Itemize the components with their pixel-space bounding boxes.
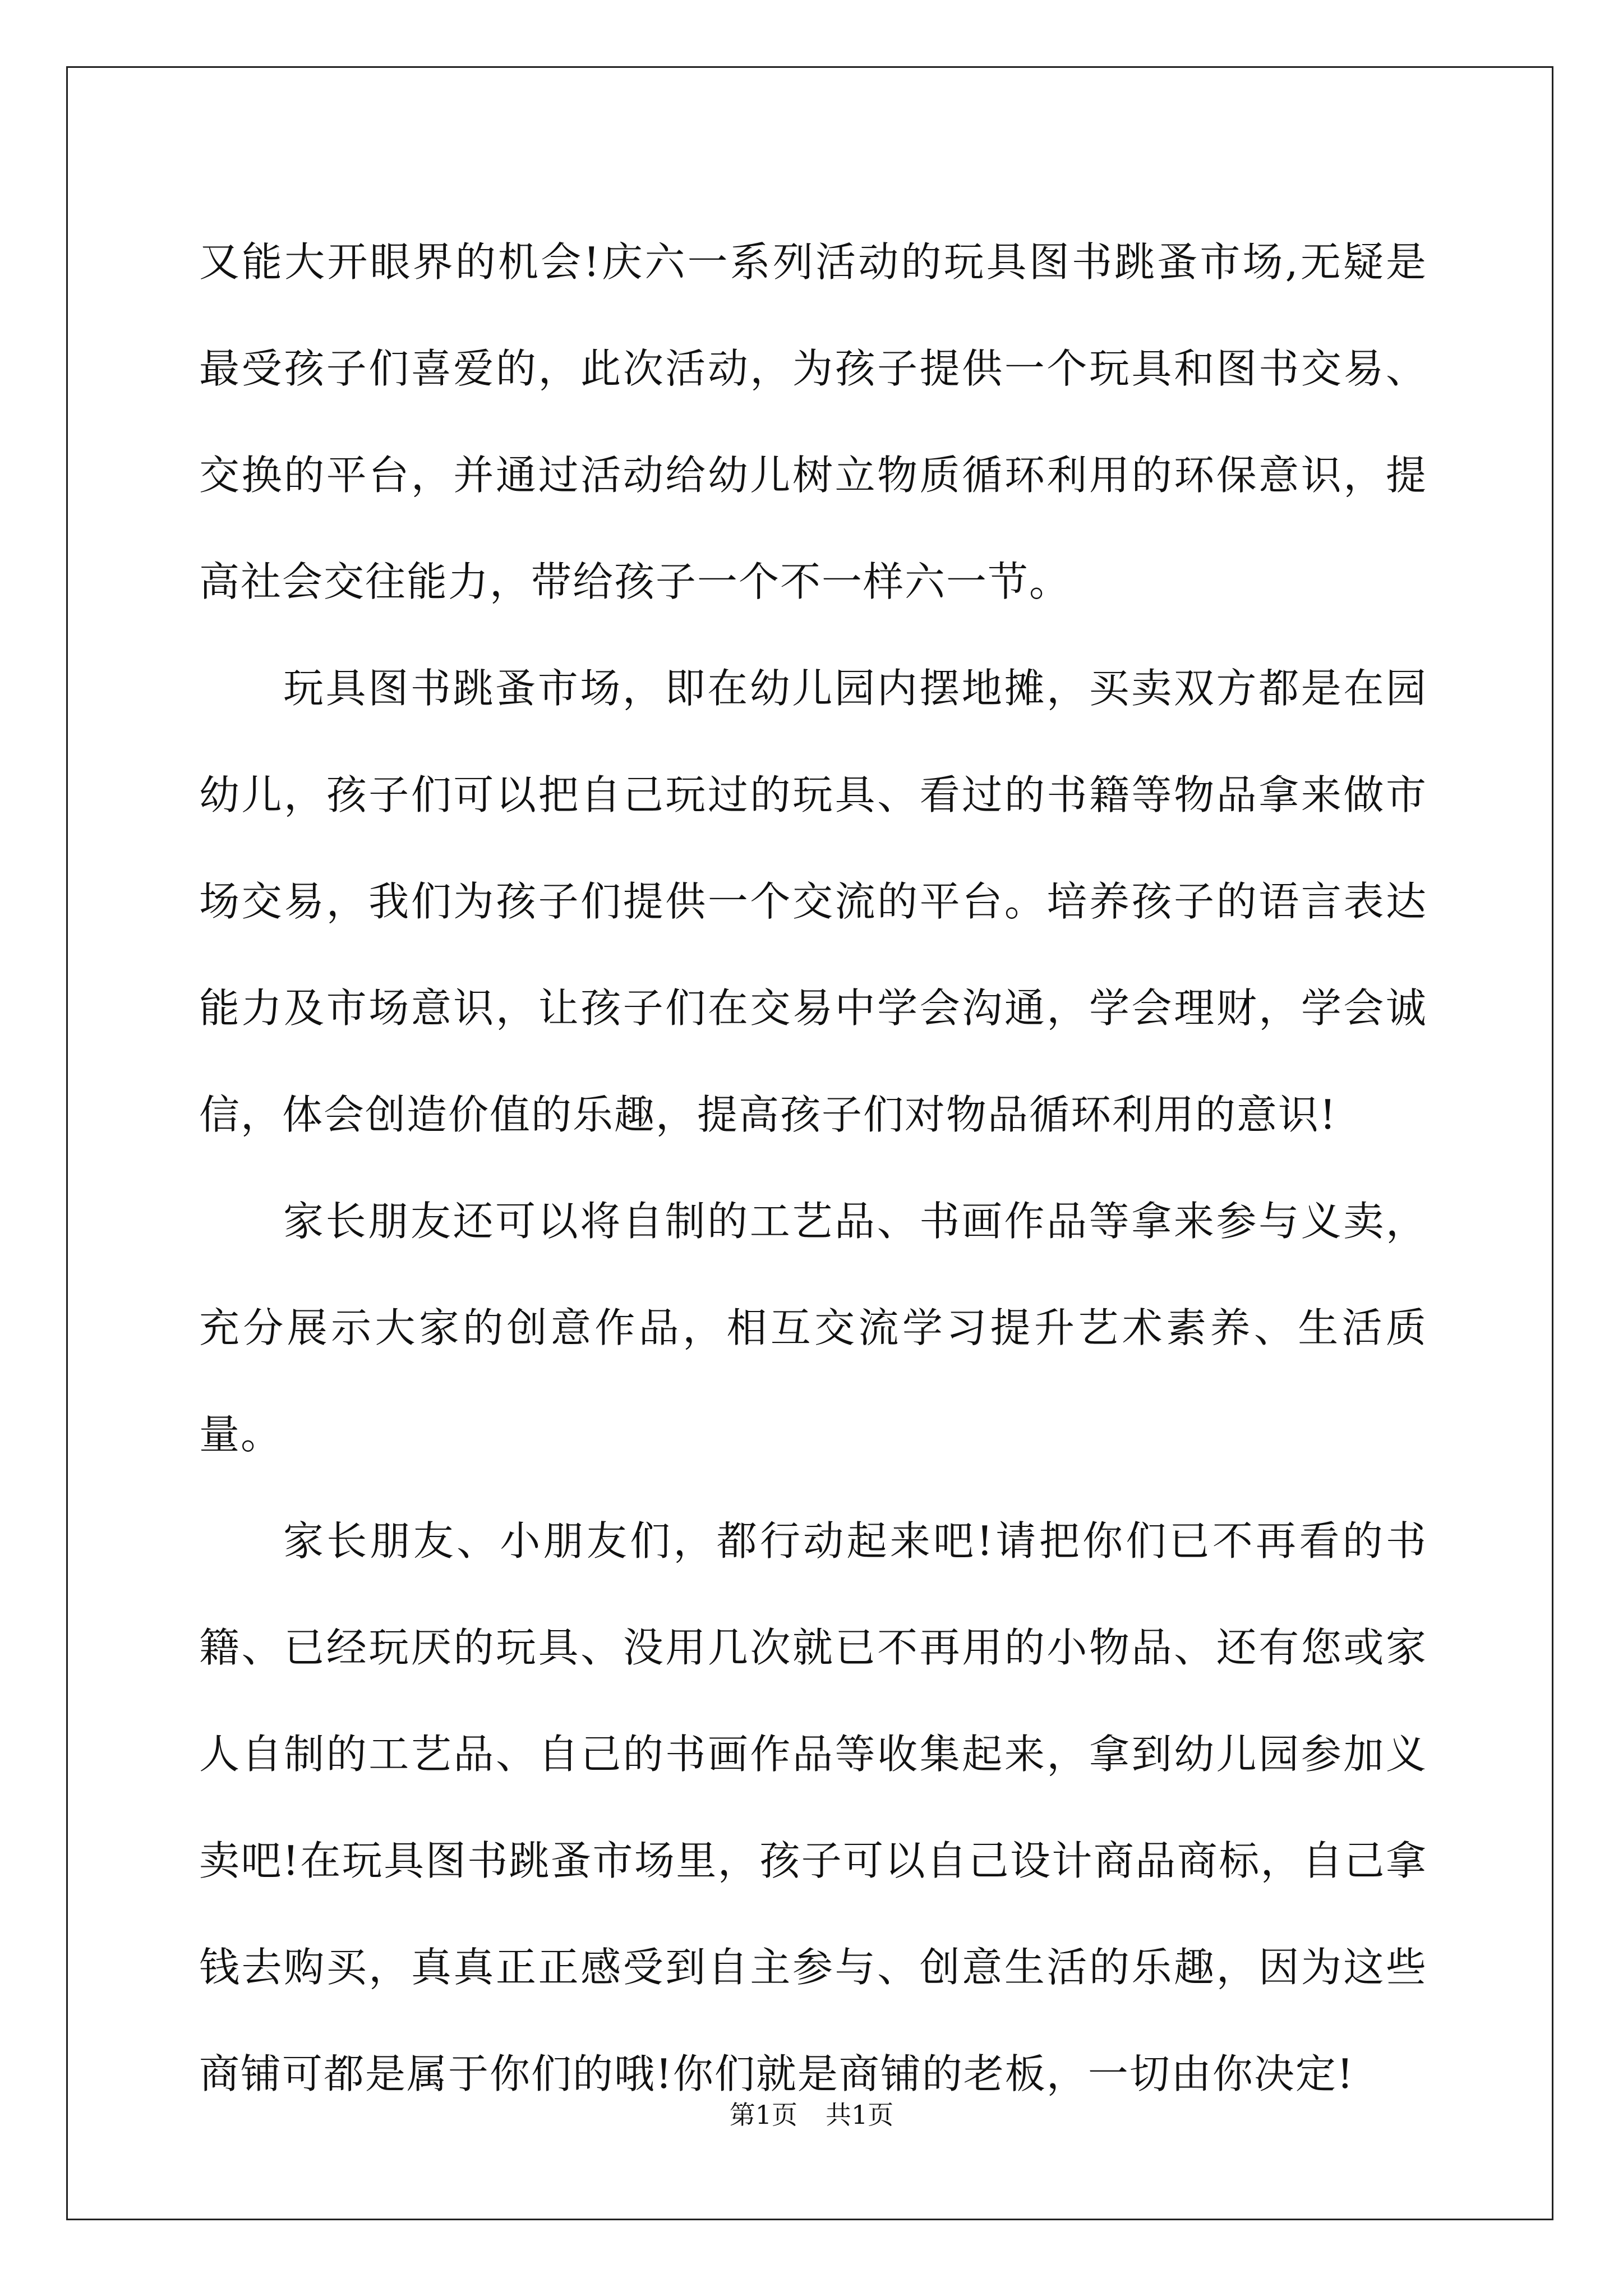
page-number-current: 第1页 [729, 2100, 797, 2130]
paragraph-1: 又能大开眼界的机会!庆六一系列活动的玩具图书跳蚤市场,无疑是最受孩子们喜爱的，此次活动，为孩子提供一个玩具和图书交易、交换的平台，并通过活动给幼儿树立物质循环利用的环保意识，提高社会交往能力，带给孩子一个不一样六一节。 [199, 238, 1427, 605]
paragraph-4: 家长朋友、小朋友们，都行动起来吧!请把你们已不再看的书籍、已经玩厌的玩具、没用几次就已不再用的小物品、还有您或家人自制的工艺品、自己的书画作品等收集起来，拿到幼儿园参加义卖吧!在玩具图书跳蚤市场里，孩子可以自己设计商品商标，自己拿钱去购买，真真正正感受到自主参与、创意生活的乐趣，因为这些商铺可都是属于你们的哦!你们就是商铺的老板，一切由你决定! [199, 1517, 1427, 2097]
paragraph-3: 家长朋友还可以将自制的工艺品、书画作品等拿来参与义卖，充分展示大家的创意作品，相互交流学习提升艺术素养、生活质量。 [199, 1198, 1427, 1458]
page-number-total: 共1页 [826, 2100, 894, 2130]
page-footer [0, 2098, 1623, 2132]
paragraph-2: 玩具图书跳蚤市场，即在幼儿园内摆地摊，买卖双方都是在园幼儿，孩子们可以把自己玩过的玩具、看过的书籍等物品拿来做市场交易，我们为孩子们提供一个交流的平台。培养孩子的语言表达能力及市场意识，让孩子们在交易中学会沟通，学会理财，学会诚信，体会创造价值的乐趣，提高孩子们对物品循环利用的意识! [199, 665, 1427, 1138]
document-body [199, 209, 1427, 2127]
